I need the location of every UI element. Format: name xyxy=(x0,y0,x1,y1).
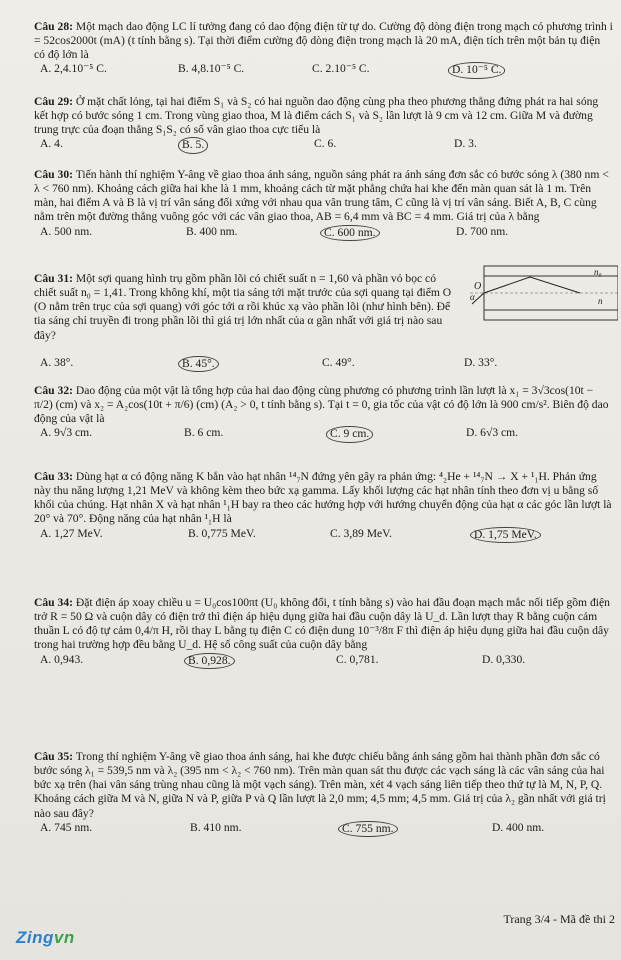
option-d[interactable]: D. 33°. xyxy=(464,356,498,369)
option-b[interactable]: B. 400 nm. xyxy=(186,224,238,238)
option-a[interactable]: A. 0,943. xyxy=(40,652,84,666)
question-text: Tiến hành thí nghiệm Y-âng về giao thoa ánh sáng, nguồn sáng phát ra ánh sáng đơn sắc có bước sóng λ (380 nm < λ < 760 nm). Khoảng cách giữa hai khe là 1 mm, khoảng cách từ mặt phẳng chứa hai khe đến màn quan sát là 1 m. Trên màn, hai điểm A và B là vị trí vân sáng đối xứng với nhau qua vân trung tâm, C cũng là vị trí vân sáng. Biết A, B, C cùng nằm trên một đường thẳng vuông góc với các vân giao thoa, AB = 6,4 mm và BC = 4 mm. Giá trị của λ bằng xyxy=(34,168,609,224)
question-32 xyxy=(34,384,613,442)
alpha-label: α xyxy=(470,292,475,302)
question-34 xyxy=(34,596,613,669)
question-text: Một sợi quang hình trụ gồm phần lõi có chiết suất n = 1,60 và phần vỏ bọc có chiết suất n₀ = 1,41. Trong không khí, một tia sáng tới mặt trước của sợi quang tại điểm O (O nằm trên trục của sợi quang) với góc tới α rồi khúc xạ vào phần lõi (như hình bên). Để tia sáng chỉ truyền đi trong phần lõi thì giá trị lớn nhất của α gần nhất với giá trị nào sau đây? xyxy=(34,272,452,342)
option-a[interactable]: A. 1,27 MeV. xyxy=(40,526,103,540)
option-b[interactable]: B. 410 nm. xyxy=(190,820,242,834)
question-label: Câu 35: xyxy=(34,750,73,763)
question-text: Dùng hạt α có động năng K bắn vào hạt nhân ¹⁴₇N đứng yên gây ra phản ứng: ⁴₂He + ¹⁴₇N → X + ¹₁H. Phản ứng này thu năng lượng 1,21 MeV và không kèm theo bức xạ gamma. Lấy khối lượng các hạt nhân tính theo đơn vị u bằng số khối của chúng. Hạt nhân X và hạt nhân ¹₁H bay ra theo các hướng hợp với hướng chuyển động của hạt α các góc lần lượt là 20° và 70°. Động năng của hạt nhân ¹₁H là xyxy=(34,470,612,526)
zing-logo xyxy=(16,928,75,949)
option-a[interactable]: A. 38°. xyxy=(40,356,74,369)
question-31-options xyxy=(34,356,613,372)
question-text: Ở mặt chất lỏng, tại hai điểm S₁ và S₂ có hai nguồn dao động cùng pha theo phương thẳng đứng phát ra hai sóng kết hợp có bước sóng 1 cm. Trong vùng giao thoa, M là điểm cách S₁ và S₂ lần lượt là 9 cm và 12 cm. Giữa M và đường trung trực của đoạn thẳng S₁S₂ có số vân giao thoa cực tiểu là xyxy=(34,95,599,137)
option-c[interactable]: C. 2.10⁻⁵ C. xyxy=(312,62,370,76)
question-text: Đặt điện áp xoay chiều u = U₀cos100πt (U₀ không đổi, t tính bằng s) vào hai đầu đoạn mạch mắc nối tiếp gồm điện trở R = 50 Ω và cuộn dây có điện trở thì điện áp hiệu dụng giữa hai đầu cuộn dây là U_d. Lần lượt thay R bằng cuộn cảm thuần L có độ tự cảm 0,4/π H, rồi thay L bằng tụ điện C có điện dung 10⁻³/8π F thì điện áp hiệu dụng giữa hai đầu cuộn dây trong hai trường hợp đều bằng U_d. Hệ số công suất của cuộn dây bằng xyxy=(34,596,610,652)
option-c[interactable]: C. 0,781. xyxy=(336,652,379,666)
logo-vn-text: vn xyxy=(53,928,75,947)
question-31 xyxy=(34,272,461,343)
question-label: Câu 28: xyxy=(34,20,73,33)
option-b[interactable]: B. 4,8.10⁻⁵ C. xyxy=(178,62,245,76)
question-label: Câu 33: xyxy=(34,470,73,483)
option-a[interactable]: A. 745 nm. xyxy=(40,820,93,834)
option-d[interactable]: D. 700 nm. xyxy=(456,224,509,238)
question-35 xyxy=(34,750,613,837)
option-d-circled[interactable]: D. 1,75 MeV. xyxy=(470,527,541,543)
question-label: Câu 32: xyxy=(34,384,73,397)
option-a[interactable]: A. 4. xyxy=(40,137,63,151)
question-label: Câu 30: xyxy=(34,168,73,181)
question-33 xyxy=(34,470,613,543)
option-c-circled[interactable]: C. 600 nm. xyxy=(320,225,380,241)
page-footer: Trang 3/4 - Mã đề thi 2 xyxy=(503,912,615,926)
logo-zing-text: Zing xyxy=(16,928,54,947)
option-a[interactable]: A. 2,4.10⁻⁵ C. xyxy=(40,62,107,76)
question-label: Câu 31: xyxy=(34,272,73,285)
option-d[interactable]: D. 400 nm. xyxy=(492,820,545,834)
option-a[interactable]: A. 500 nm. xyxy=(40,224,93,238)
question-30 xyxy=(34,168,613,241)
question-text: Dao động của một vật là tổng hợp của hai dao động cùng phương có phương trình lần lượt là x₁ = 3√3cos(10t − π/2) (cm) và x₂ = A₂cos(10t + π/6) (cm) (A₂ > 0, t tính bằng s). Tại t = 0, gia tốc của vật có độ lớn là 900 cm/s². Biên độ dao động của vật là xyxy=(34,384,609,426)
option-b[interactable]: B. 0,775 MeV. xyxy=(188,526,256,540)
option-c-circled[interactable]: C. 9 cm. xyxy=(326,426,373,442)
option-b-circled[interactable]: B. 0,928. xyxy=(184,653,235,669)
option-d[interactable]: D. 3. xyxy=(454,137,477,151)
option-b[interactable]: B. 6 cm. xyxy=(184,426,224,440)
question-label: Câu 29: xyxy=(34,95,73,108)
question-29 xyxy=(34,95,613,153)
option-c[interactable]: C. 3,89 MeV. xyxy=(330,526,392,540)
light-ray xyxy=(472,277,580,304)
option-d-circled[interactable]: D. 10⁻⁵ C. xyxy=(448,62,505,78)
n0-label: n₀ xyxy=(594,267,602,277)
option-d[interactable]: D. 6√3 cm. xyxy=(466,426,519,440)
optical-fiber-figure xyxy=(470,264,618,324)
option-b-circled[interactable]: B. 45°. xyxy=(178,356,219,372)
option-c[interactable]: C. 49°. xyxy=(322,356,355,369)
option-b-circled[interactable]: B. 5. xyxy=(178,137,208,153)
question-text: Một mạch dao động LC lí tưởng đang có dao động điện từ tự do. Cường độ dòng điện trong mạch có phương trình i = 52cos2000t (mA) (t tính bằng s). Tại thời điểm cường độ dòng điện trong mạch là 20 mA, điện tích trên một bản tụ điện có độ lớn là xyxy=(34,20,613,62)
option-d[interactable]: D. 0,330. xyxy=(482,652,526,666)
option-a[interactable]: A. 9√3 cm. xyxy=(40,426,93,440)
question-28 xyxy=(34,20,613,78)
option-c-circled[interactable]: C. 755 nm. xyxy=(338,821,398,837)
o-label: O xyxy=(474,281,482,292)
question-text: Trong thí nghiệm Y-âng về giao thoa ánh sáng, hai khe được chiếu bằng ánh sáng gồm hai thành phần đơn sắc có bước sóng λ₁ = 539,5 nm và λ₂ (395 nm < λ₂ < 760 nm). Trên màn quan sát thu được các vạch sáng là các vân sáng của hai bức xạ trên (hai vân sáng trùng nhau cũng là một vạch sáng). Trên màn, xét 4 vạch sáng liên tiếp theo thứ tự là M, N, P, Q. Khoảng cách giữa M và N, giữa N và P, giữa P và Q lần lượt là 2,0 mm; 4,5 mm; 4,5 mm. Giá trị của λ₂ gần nhất với giá trị nào sau đây? xyxy=(34,750,606,820)
option-c[interactable]: C. 6. xyxy=(314,137,337,151)
question-label: Câu 34: xyxy=(34,596,73,609)
n-label: n xyxy=(598,296,603,306)
